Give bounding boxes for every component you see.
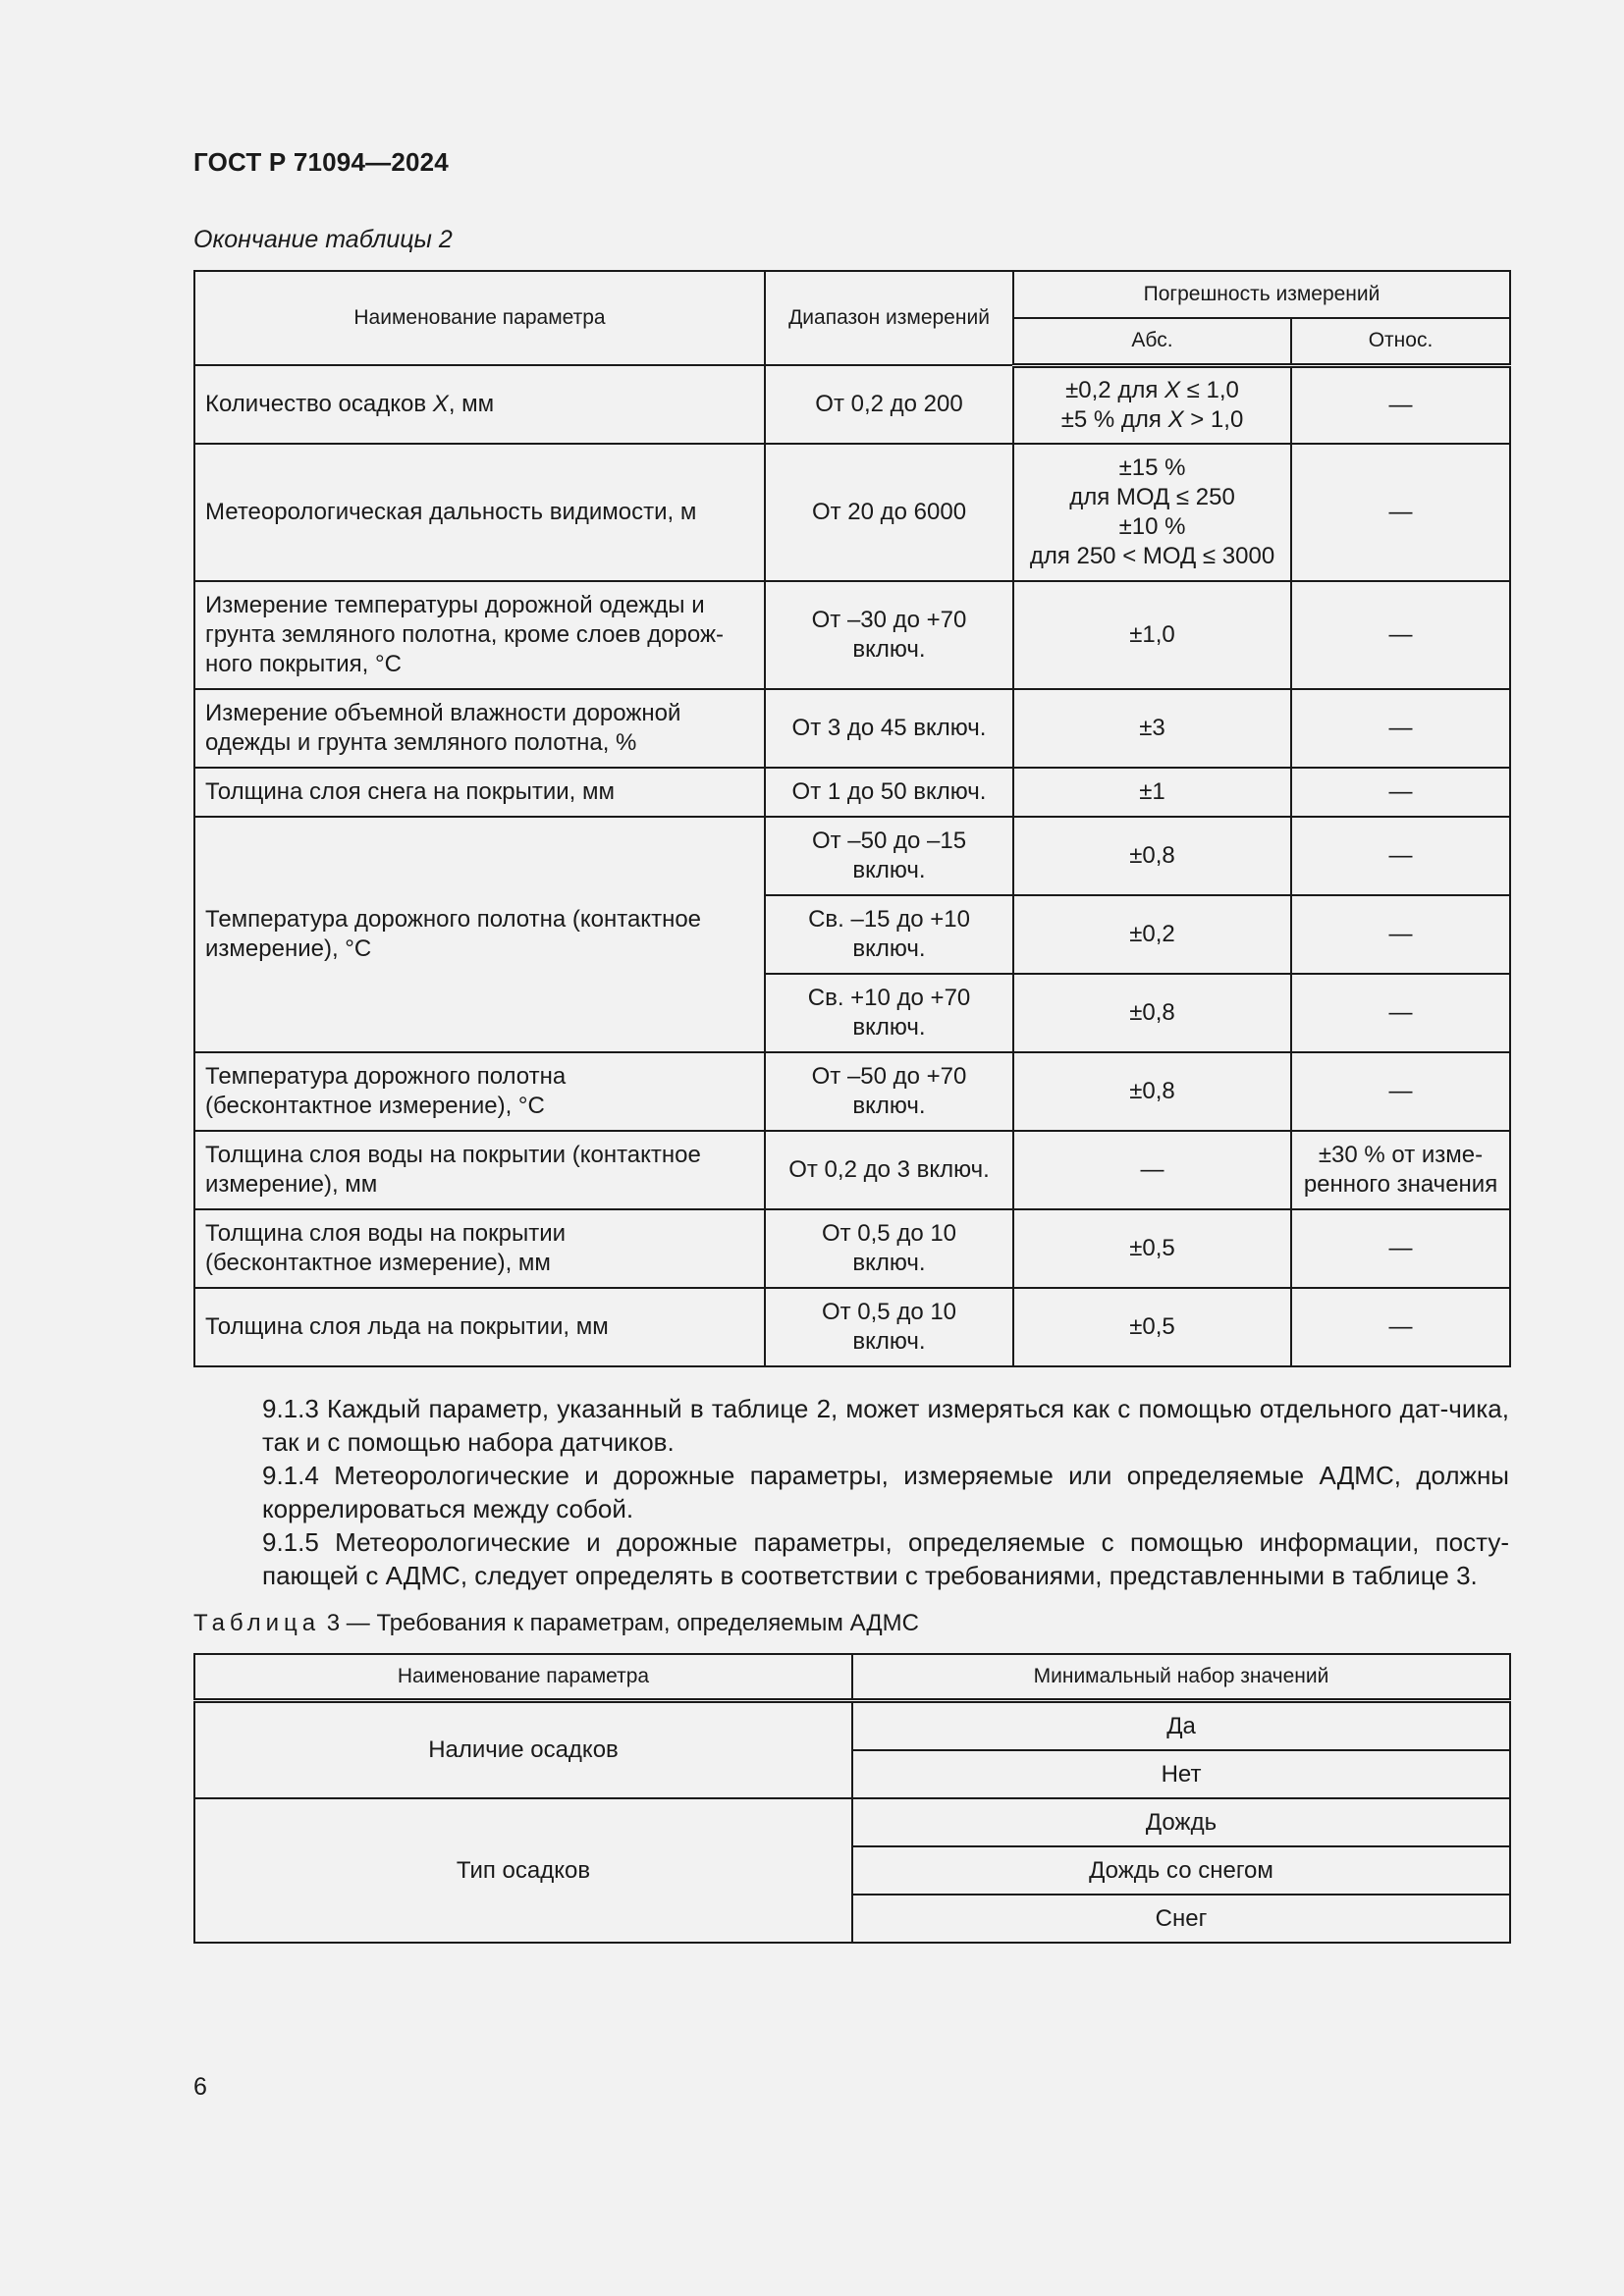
measurement-range: От 20 до 6000 xyxy=(765,444,1013,581)
header-measurement-error: Погрешность измерений xyxy=(1013,271,1510,318)
table-row xyxy=(194,365,1510,444)
value-cell: Да xyxy=(852,1701,1510,1751)
body-text xyxy=(193,1392,1509,1592)
absolute-error: ±0,8 xyxy=(1013,974,1291,1052)
relative-error: — xyxy=(1291,817,1510,895)
absolute-error: ±0,8 xyxy=(1013,1052,1291,1131)
paragraph-9-1-5: 9.1.5 Метеорологические и дорожные параметры, определяемые с помощью информации, посту-пающей с АДМС, следует определять в соответствии с требованиями, представленными в таблице 3. xyxy=(262,1527,1509,1590)
paragraph-9-1-4: 9.1.4 Метеорологические и дорожные параметры, измеряемые или определяемые АДМС, должны коррелироваться между собой. xyxy=(262,1461,1509,1523)
absolute-error: ±0,5 xyxy=(1013,1209,1291,1288)
table-row xyxy=(194,817,1510,895)
relative-error: — xyxy=(1291,895,1510,974)
absolute-error: ±0,2 xyxy=(1013,895,1291,974)
parameter-name: Количество осадков X, мм xyxy=(194,365,765,444)
table-row xyxy=(194,1209,1510,1288)
measurement-range: От 3 до 45 включ. xyxy=(765,689,1013,768)
value-cell: Дождь xyxy=(852,1798,1510,1846)
parameter-name: Измерение объемной влажности дорожной одежды и грунта земляного полотна, % xyxy=(194,689,765,768)
parameter-name: Толщина слоя льда на покрытии, мм xyxy=(194,1288,765,1366)
measurement-range: Св. +10 до +70 включ. xyxy=(765,974,1013,1052)
measurement-range: От 0,5 до 10 включ. xyxy=(765,1288,1013,1366)
measurement-range: От –50 до –15 включ. xyxy=(765,817,1013,895)
relative-error: — xyxy=(1291,1209,1510,1288)
measurement-range: От 1 до 50 включ. xyxy=(765,768,1013,817)
absolute-error: ±0,2 для X ≤ 1,0 ±5 % для X > 1,0 xyxy=(1013,365,1291,444)
measurement-range: От 0,2 до 200 xyxy=(765,365,1013,444)
relative-error: — xyxy=(1291,974,1510,1052)
relative-error: — xyxy=(1291,365,1510,444)
relative-error: — xyxy=(1291,768,1510,817)
parameter-name: Температура дорожного полотна (контактное измерение), °С xyxy=(194,817,765,1052)
table-row xyxy=(194,1798,1510,1846)
header-minimum-values: Минимальный набор значений xyxy=(852,1654,1510,1701)
relative-error: ±30 % от изме- ренного значения xyxy=(1291,1131,1510,1209)
header-parameter-name: Наименование параметра xyxy=(194,271,765,365)
table-row xyxy=(194,768,1510,817)
paragraph-9-1-3: 9.1.3 Каждый параметр, указанный в таблице 2, может измеряться как с помощью отдельного дат-чика, так и с помощью набора датчиков. xyxy=(262,1394,1509,1457)
absolute-error: ±1,0 xyxy=(1013,581,1291,689)
header-parameter-name: Наименование параметра xyxy=(194,1654,852,1701)
parameter-name: Температура дорожного полотна (бесконтактное измерение), °С xyxy=(194,1052,765,1131)
table-2 xyxy=(193,270,1511,1367)
table-row xyxy=(194,1052,1510,1131)
parameter-name: Тип осадков xyxy=(194,1798,852,1943)
parameter-name: Толщина слоя снега на покрытии, мм xyxy=(194,768,765,817)
measurement-range: Св. –15 до +10 включ. xyxy=(765,895,1013,974)
document-code: ГОСТ Р 71094—2024 xyxy=(193,147,449,177)
value-cell: Дождь со снегом xyxy=(852,1846,1510,1895)
absolute-error: — xyxy=(1013,1131,1291,1209)
measurement-range: От –30 до +70 включ. xyxy=(765,581,1013,689)
table-3-caption-text: 3 — Требования к параметрам, определяемым АДМС xyxy=(326,1610,919,1636)
parameter-name: Толщина слоя воды на покрытии (контактное измерение), мм xyxy=(194,1131,765,1209)
table-row xyxy=(194,444,1510,581)
relative-error: — xyxy=(1291,1052,1510,1131)
value-cell: Нет xyxy=(852,1750,1510,1798)
measurement-range: От 0,5 до 10 включ. xyxy=(765,1209,1013,1288)
table-2-caption: Окончание таблицы 2 xyxy=(193,226,453,253)
absolute-error: ±15 % для МОД ≤ 250 ±10 % для 250 < МОД ≤ 3000 xyxy=(1013,444,1291,581)
table-row xyxy=(194,581,1510,689)
absolute-error: ±0,5 xyxy=(1013,1288,1291,1366)
relative-error: — xyxy=(1291,444,1510,581)
parameter-name: Толщина слоя воды на покрытии (бесконтактное измерение), мм xyxy=(194,1209,765,1288)
header-absolute: Абс. xyxy=(1013,318,1291,365)
absolute-error: ±1 xyxy=(1013,768,1291,817)
header-relative: Относ. xyxy=(1291,318,1510,365)
relative-error: — xyxy=(1291,581,1510,689)
table-row xyxy=(194,689,1510,768)
parameter-name: Метеорологическая дальность видимости, м xyxy=(194,444,765,581)
parameter-name: Измерение температуры дорожной одежды и грунта земляного полотна, кроме слоев дорож-ного покрытия, °С xyxy=(194,581,765,689)
absolute-error: ±0,8 xyxy=(1013,817,1291,895)
value-cell: Снег xyxy=(852,1895,1510,1943)
measurement-range: От –50 до +70 включ. xyxy=(765,1052,1013,1131)
parameter-name: Наличие осадков xyxy=(194,1701,852,1799)
table-3-caption-word: Таблица xyxy=(193,1610,321,1636)
relative-error: — xyxy=(1291,689,1510,768)
table-3 xyxy=(193,1653,1511,1944)
table-row xyxy=(194,1701,1510,1751)
relative-error: — xyxy=(1291,1288,1510,1366)
table-row xyxy=(194,1288,1510,1366)
header-measurement-range: Диапазон измерений xyxy=(765,271,1013,365)
absolute-error: ±3 xyxy=(1013,689,1291,768)
table-row xyxy=(194,1131,1510,1209)
table-3-caption xyxy=(193,1610,919,1637)
page-number: 6 xyxy=(193,2073,207,2101)
measurement-range: От 0,2 до 3 включ. xyxy=(765,1131,1013,1209)
